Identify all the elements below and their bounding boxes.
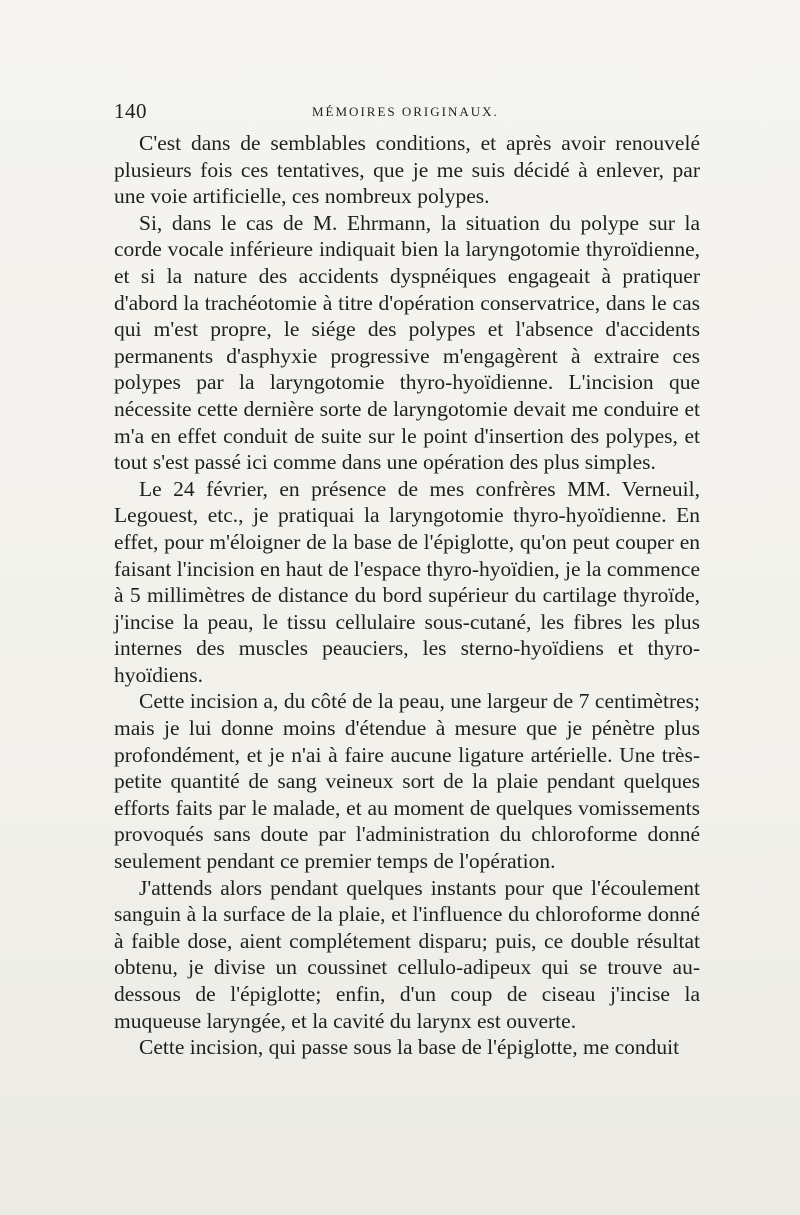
paragraph: Cette incision a, du côté de la peau, une largeur de 7 centimètres; mais je lui donne moins d'étendue à mesure que je pénètre plus profondément, et je n'ai à faire aucune ligature artérielle. Une très-petite quantité de sang veineux sort de la plaie pendant quelques efforts faits par le malade, et au moment de quelques vomissements provoqués sans doute par l'administration du chloroforme donné seulement pendant ce premier temps de l'opération. <box>114 689 700 874</box>
running-title: MÉMOIRES ORIGINAUX. <box>312 104 499 119</box>
running-head <box>114 99 698 125</box>
paragraph: C'est dans de semblables conditions, et après avoir renouvelé plusieurs fois ces tentatives, que je me suis décidé à enlever, par une voie artificielle, ces nombreux polypes. <box>114 131 700 209</box>
paragraph: Si, dans le cas de M. Ehrmann, la situation du polype sur la corde vocale inférieure indiquait bien la laryngotomie thyroïdienne, et si la nature des accidents dyspnéiques engageait à pratiquer d'abord la trachéotomie à titre d'opération conservatrice, dans le cas qui m'est propre, le siége des polypes et l'absence d'accidents permanents d'asphyxie progressive m'engagèrent à extraire ces polypes par la laryngotomie thyro-hyoïdienne. L'incision que nécessite cette dernière sorte de laryngotomie devait me conduire et m'a en effet conduit de suite sur le point d'insertion des polypes, et tout s'est passé ici comme dans une opération des plus simples. <box>114 210 700 475</box>
page-number: 140 <box>114 99 147 123</box>
paragraph: Le 24 février, en présence de mes confrères MM. Verneuil, Legouest, etc., je pratiquai la laryngotomie thyro-hyoïdienne. En effet, pour m'éloigner de la base de l'épiglotte, qu'on peut couper en faisant l'incision en haut de l'espace thyro-hyoïdien, je la commence à 5 millimètres de distance du bord supérieur du cartilage thyroïde, j'incise la peau, le tissu cellulaire sous-cutané, les fibres les plus internes des muscles peauciers, les sterno-hyoïdiens et thyro-hyoïdiens. <box>114 476 700 687</box>
paragraph: Cette incision, qui passe sous la base de l'épiglotte, me conduit <box>139 1035 680 1060</box>
paragraph: J'attends alors pendant quelques instants pour que l'écoulement sanguin à la surface de la plaie, et l'influence du chloroforme donné à faible dose, aient complétement disparu; puis, ce double résultat obtenu, je divise un coussinet cellulo-adipeux qui se trouve au-dessous de l'épiglotte; enfin, d'un coup de ciseau j'incise la muqueuse laryngée, et la cavité du larynx est ouverte. <box>114 875 700 1033</box>
body-text <box>114 130 700 1061</box>
